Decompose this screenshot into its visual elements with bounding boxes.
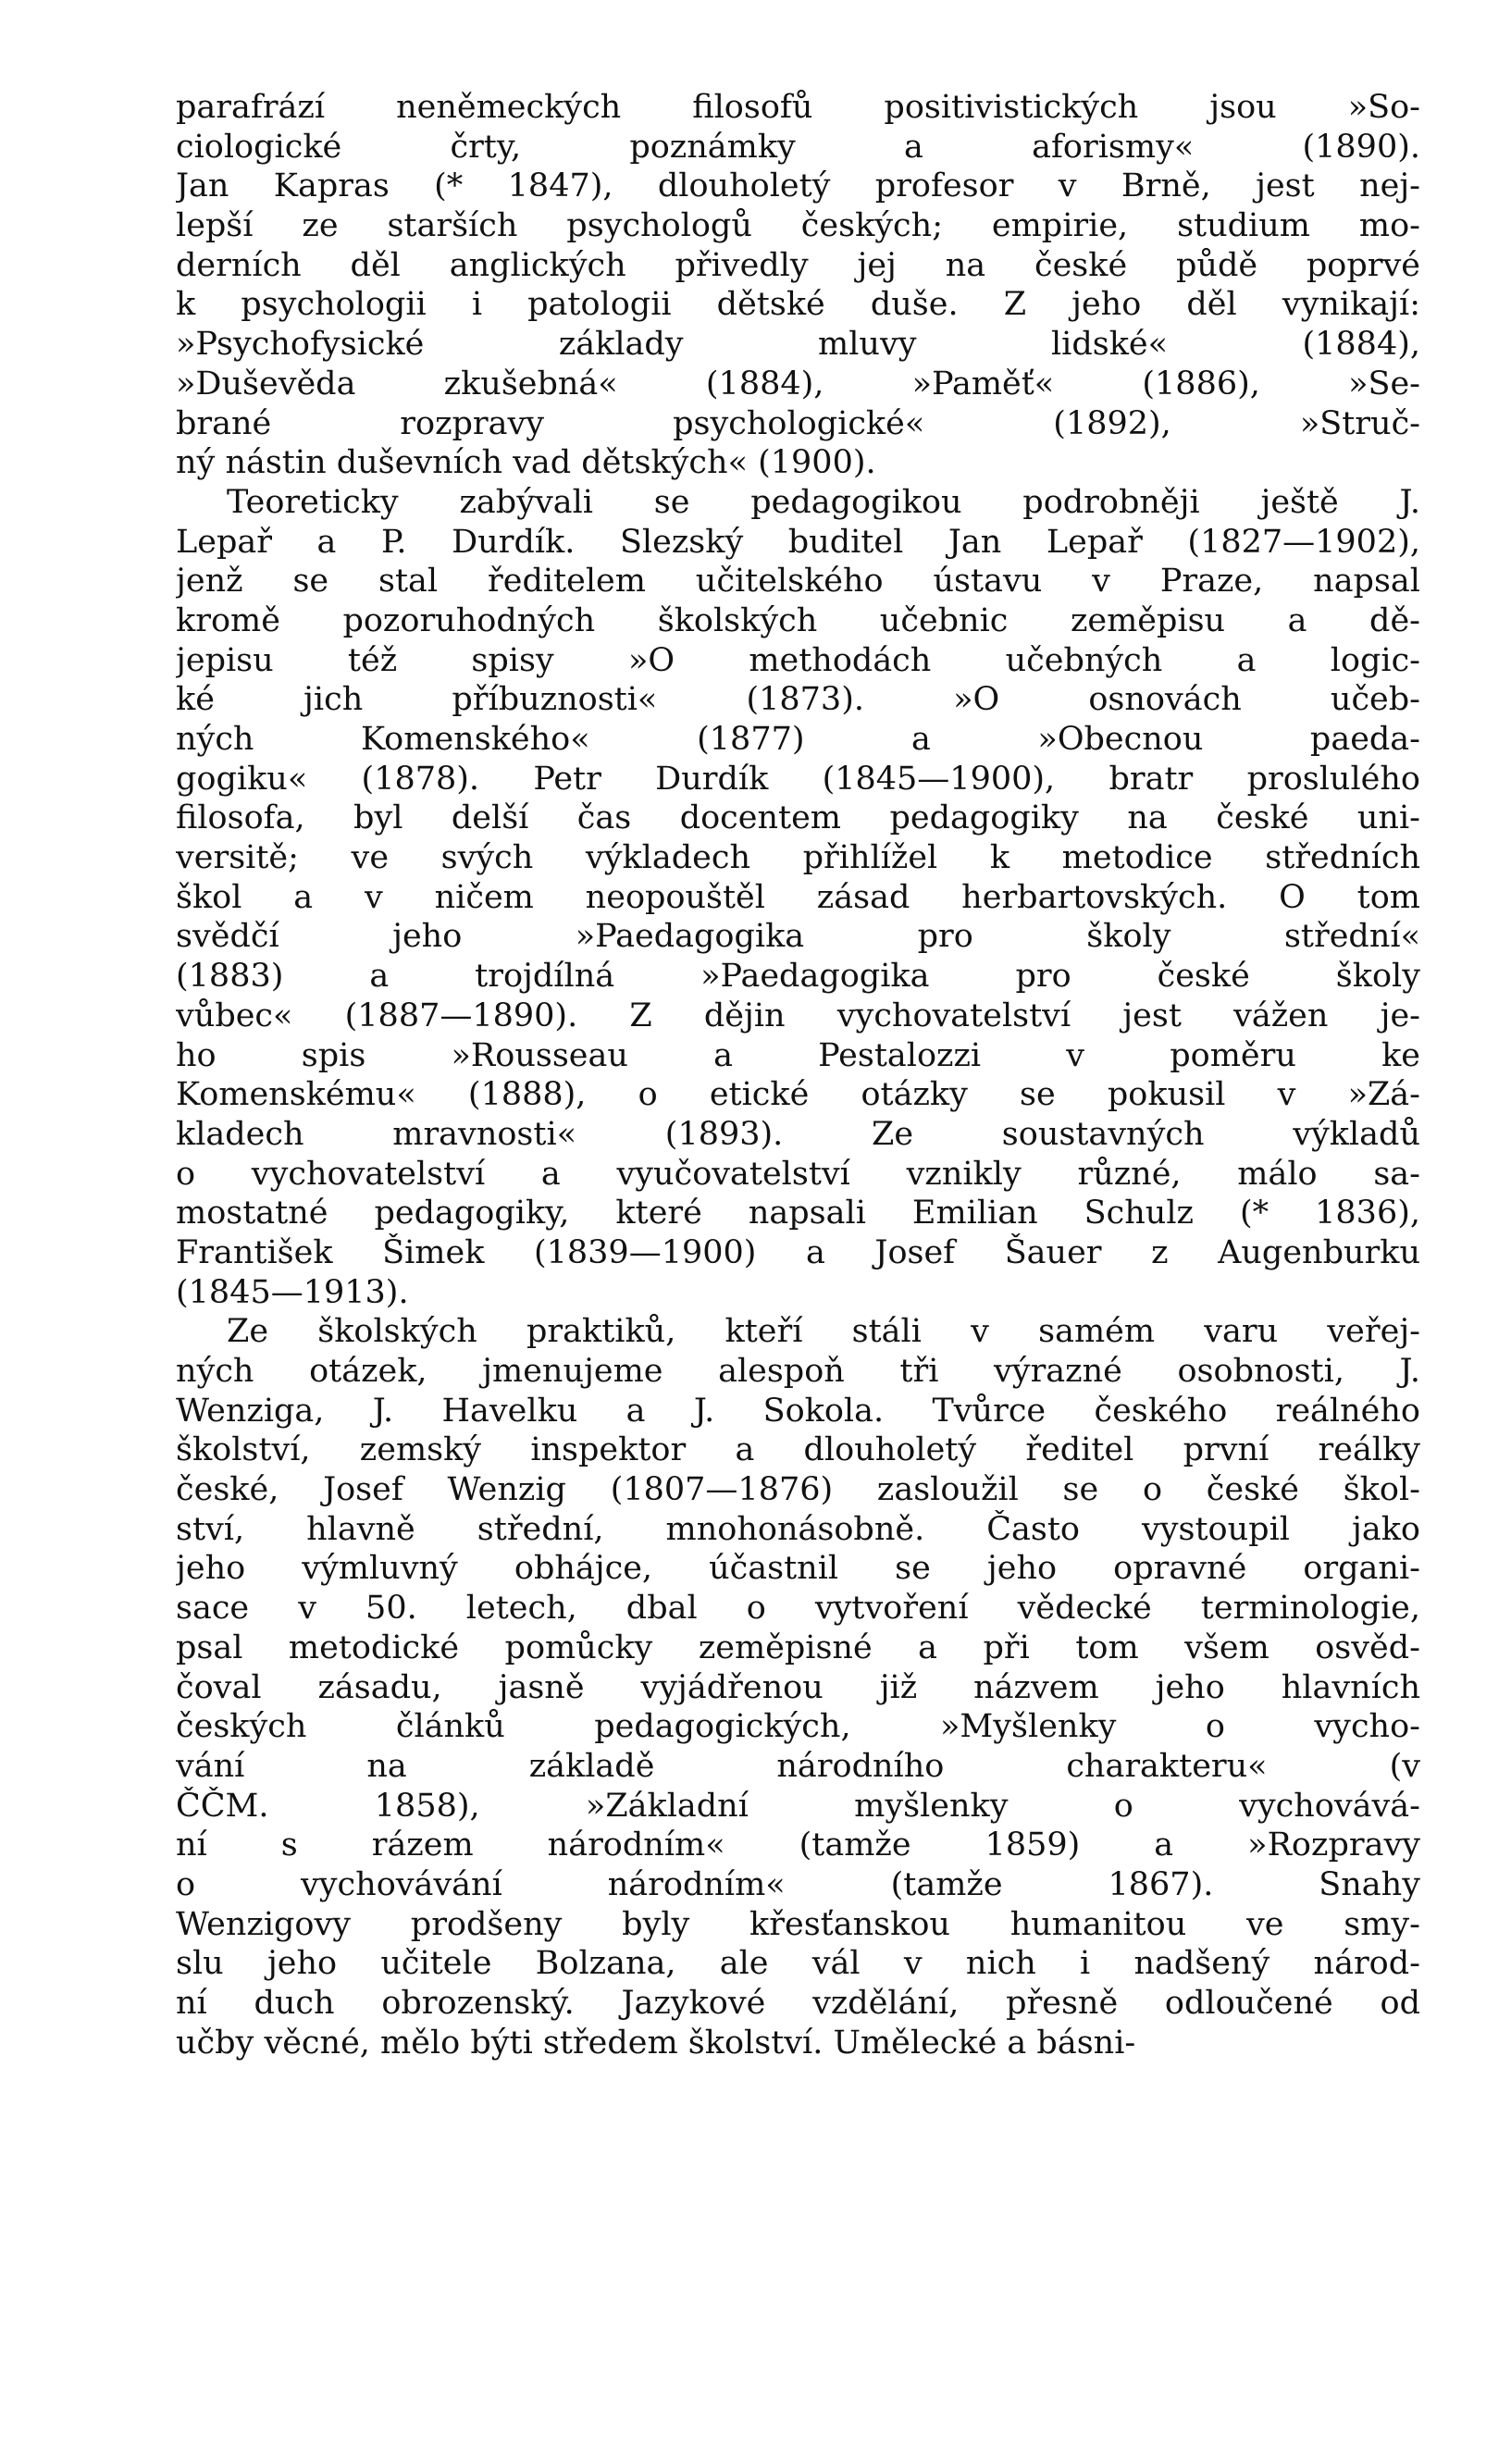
text-line: psal metodické pomůcky zeměpisné a při tom všem osvěd-: [176, 1628, 1420, 1666]
text-line: František Šimek (1839—1900) a Josef Šauer z Augenburku: [176, 1233, 1420, 1271]
text-line: ství, hlavně střední, mnohonásobně. Často vystoupil jako: [176, 1510, 1420, 1548]
text-line: gogiku« (1878). Petr Durdík (1845—1900), bratr proslulého: [176, 760, 1420, 798]
text-line: ný nástin duševních vad dětských« (1900).: [176, 444, 876, 482]
text-line: jeho výmluvný obhájce, účastnil se jeho opravné organi-: [176, 1550, 1420, 1588]
text-line: vůbec« (1887—1890). Z dějin vychovatelství jest vážen je-: [176, 997, 1420, 1034]
text-line: českých článků pedagogických, »Myšlenky o vycho-: [176, 1708, 1420, 1746]
text-line: k psychologii i patologii dětské duše. Z jeho děl vynikají:: [176, 286, 1420, 324]
paragraph: [176, 1312, 1420, 2062]
text-line: lepší ze starších psychologů českých; empirie, studium mo-: [176, 207, 1420, 245]
text-line: ných Komenského« (1877) a »Obecnou paeda-: [176, 721, 1420, 758]
paragraph: [176, 88, 1420, 483]
text-line: o vychovávání národním« (tamže 1867). Snahy: [176, 1865, 1420, 1903]
text-line: slu jeho učitele Bolzana, ale vál v nich i nadšený národ-: [176, 1945, 1420, 1983]
text-line: ní duch obrozenský. Jazykové vzdělání, přesně odloučené od: [176, 1985, 1420, 2022]
text-line: škol a v ničem neopouštěl zásad herbartovských. O tom: [176, 878, 1420, 916]
text-line: Jan Kapras (* 1847), dlouholetý profesor v Brně, jest nej-: [176, 167, 1420, 205]
text-line: kladech mravnosti« (1893). Ze soustavných výkladů: [176, 1115, 1420, 1153]
text-line: ciologické črty, poznámky a aforismy« (1890).: [176, 128, 1420, 166]
text-line: Wenziga, J. Havelku a J. Sokola. Tvůrce českého reálného: [176, 1392, 1420, 1430]
text-line: mostatné pedagogiky, které napsali Emilian Schulz (* 1836),: [176, 1195, 1420, 1232]
text-line: ní s rázem národním« (tamže 1859) a »Rozpravy: [176, 1826, 1420, 1864]
text-line: versitě; ve svých výkladech přihlížel k metodice středních: [176, 839, 1420, 877]
document-page: [176, 88, 1420, 2062]
text-line: o vychovatelství a vyučovatelství vznikly různé, málo sa-: [176, 1155, 1420, 1193]
text-line: ČČM. 1858), »Základní myšlenky o vychovává-: [176, 1787, 1420, 1825]
text-line: české, Josef Wenzig (1807—1876) zasloužil se o české škol-: [176, 1471, 1420, 1509]
text-line: svědčí jeho »Paedagogika pro školy střední«: [176, 918, 1420, 956]
text-line: jepisu též spisy »O methodách učebných a logic-: [176, 641, 1420, 679]
text-line: Wenzigovy prodšeny byly křesťanskou humanitou ve smy-: [176, 1905, 1420, 1943]
text-line: sace v 50. letech, dbal o vytvoření vědecké terminologie,: [176, 1590, 1420, 1628]
text-line: Lepař a P. Durdík. Slezský buditel Jan Lepař (1827—1902),: [176, 523, 1420, 561]
text-line: filosofa, byl delší čas docentem pedagogiky na české uni-: [176, 799, 1420, 837]
text-line: ho spis »Rousseau a Pestalozzi v poměru ke: [176, 1036, 1420, 1074]
text-line: parafrází neněmeckých filosofů positivistických jsou »So-: [176, 89, 1420, 126]
text-line: »Psychofysické základy mluvy lidské« (1884),: [176, 326, 1420, 364]
text-line: Komenskému« (1888), o etické otázky se pokusil v »Zá-: [176, 1076, 1420, 1114]
text-line: školství, zemský inspektor a dlouholetý ředitel první reálky: [176, 1431, 1420, 1469]
text-line: ných otázek, jmenujeme alespoň tři výrazné osobnosti, J.: [176, 1353, 1420, 1390]
text-line: (1845—1913).: [176, 1273, 409, 1311]
text-line: Ze školských praktiků, kteří stáli v samém varu veřej-: [227, 1313, 1420, 1351]
paragraph: [176, 483, 1420, 1312]
text-line: Teoreticky zabývali se pedagogikou podrobněji ještě J.: [227, 483, 1420, 521]
text-line: čoval zásadu, jasně vyjádřenou již názvem jeho hlavních: [176, 1668, 1420, 1706]
text-line: ké jich příbuznosti« (1873). »O osnovách učeb-: [176, 681, 1420, 719]
text-line: kromě pozoruhodných školských učebnic zeměpisu a dě-: [176, 601, 1420, 639]
text-line: (1883) a trojdílná »Paedagogika pro české školy: [176, 958, 1420, 996]
text-line: derních děl anglických přivedly jej na české půdě poprvé: [176, 246, 1420, 284]
text-line: brané rozpravy psychologické« (1892), »Struč-: [176, 404, 1420, 442]
text-line: učby věcné, mělo býti středem školství. Umělecké a básni-: [176, 2024, 1136, 2062]
text-line: vání na základě národního charakteru« (v: [176, 1747, 1420, 1785]
text-line: jenž se stal ředitelem učitelského ústavu v Praze, napsal: [176, 563, 1420, 601]
text-line: »Duševěda zkušebná« (1884), »Paměť« (1886), »Se-: [176, 365, 1420, 402]
